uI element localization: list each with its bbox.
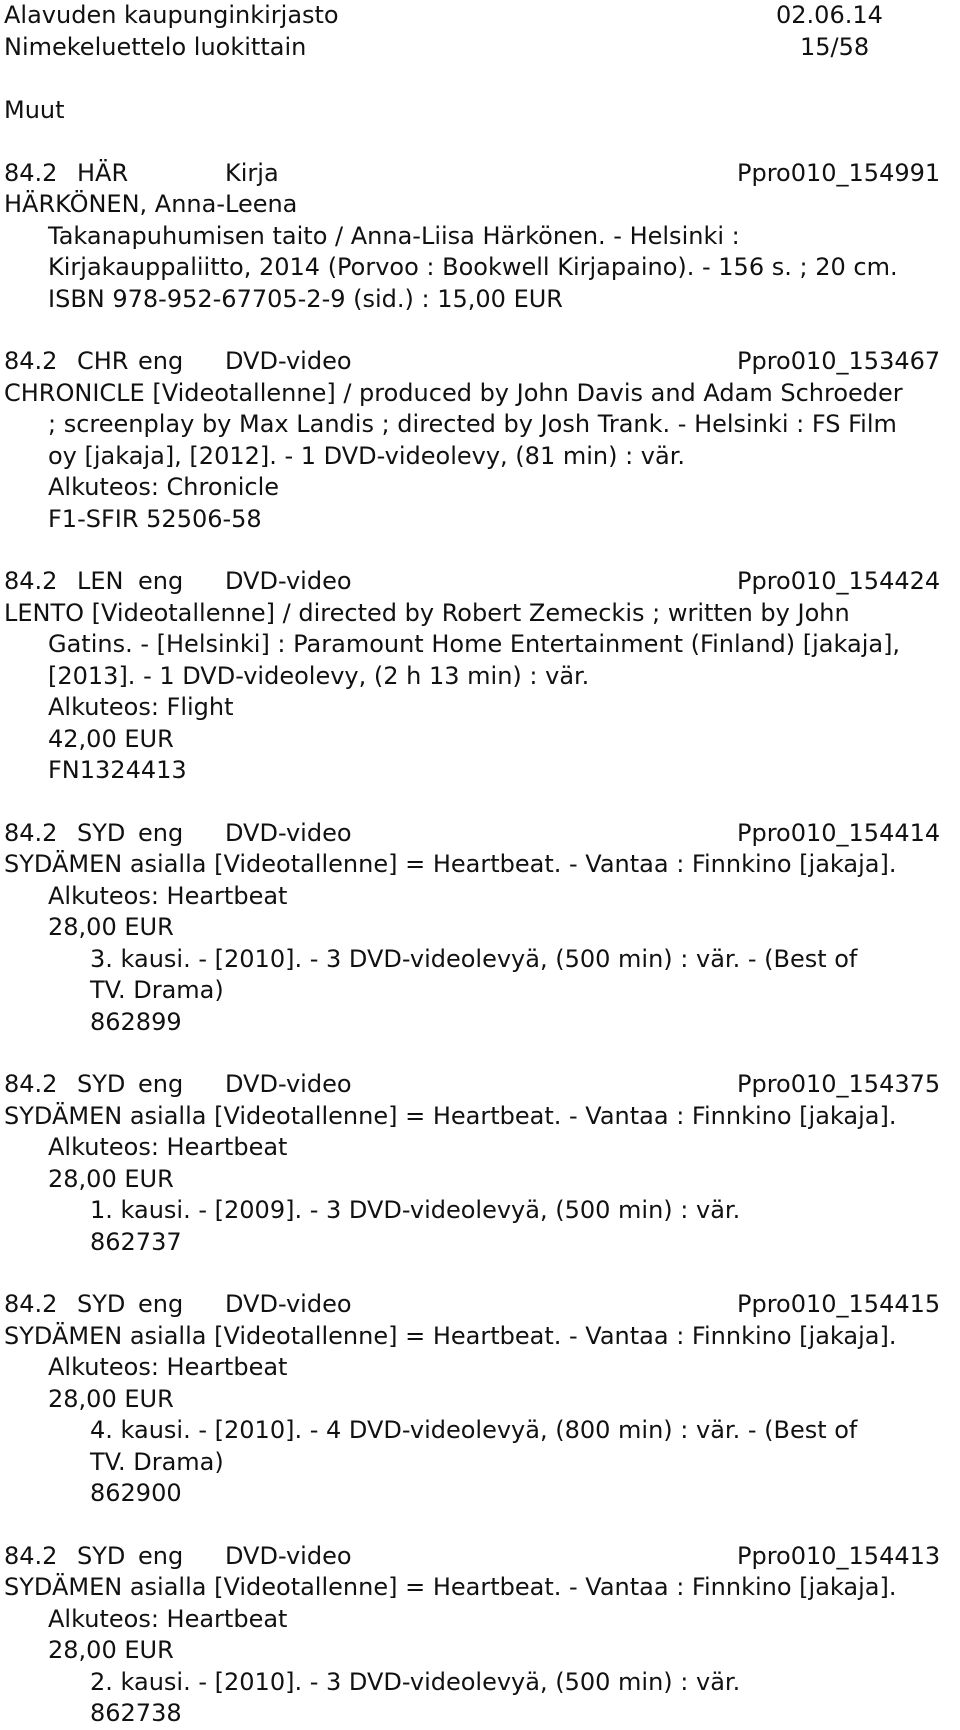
title-line: Gatins. - [Helsinki] : Paramount Home Entertainment (Finland) [jakaja],	[48, 630, 901, 658]
record-id: Ppro010_154991	[737, 158, 941, 187]
page-number: 15/58	[800, 32, 870, 61]
class-number: 84.2	[4, 1541, 58, 1570]
catalog-entry	[4, 1541, 956, 1730]
product-code: 862738	[90, 1699, 182, 1727]
description-line: Kirjakauppaliitto, 2014 (Porvoo : Bookwell Kirjapaino). - 156 s. ; 20 cm.	[48, 253, 898, 281]
detail-line: TV. Drama)	[90, 976, 224, 1004]
price: 28,00 EUR	[48, 1384, 174, 1413]
catalog-page	[4, 0, 956, 1730]
print-date: 02.06.14	[776, 1, 883, 29]
product-code: 862737	[90, 1227, 182, 1256]
class-number: 84.2	[4, 567, 58, 595]
class-number: 84.2	[4, 158, 58, 187]
title-line: SYDÄMEN asialla [Videotallenne] = Heartbeat. - Vantaa : Finnkino [jakaja].	[4, 1101, 897, 1130]
catalog-entry	[4, 158, 956, 316]
title-line: CHRONICLE [Videotallenne] / produced by John Davis and Adam Schroeder	[4, 378, 903, 407]
record-id: Ppro010_154424	[737, 567, 941, 595]
classification-row	[4, 1541, 956, 1573]
author: HÄRKÖNEN, Anna-Leena	[4, 190, 298, 218]
original-title: Alkuteos: Heartbeat	[48, 1353, 288, 1381]
material-type: DVD-video	[225, 567, 352, 595]
product-code: 862900	[90, 1479, 182, 1507]
title-line: oy [jakaja], [2012]. - 1 DVD-videolevy, (81 min) : vär.	[48, 441, 686, 470]
material-type: DVD-video	[225, 1541, 352, 1570]
shelf-code: CHR	[77, 347, 129, 375]
product-code: 862899	[90, 1007, 182, 1036]
catalog-entry	[4, 818, 956, 1039]
material-type: DVD-video	[225, 1070, 352, 1098]
original-title: Alkuteos: Chronicle	[48, 473, 280, 501]
description-line: ISBN 978-952-67705-2-9 (sid.) : 15,00 EUR	[48, 284, 563, 313]
original-title: Alkuteos: Heartbeat	[48, 1604, 288, 1633]
price: 28,00 EUR	[48, 1636, 174, 1664]
language: eng	[138, 1541, 184, 1570]
detail-line: 3. kausi. - [2010]. - 3 DVD-videolevyä, (500 min) : vär. - (Best of	[90, 944, 858, 973]
detail-line: 2. kausi. - [2010]. - 3 DVD-videolevyä, (500 min) : vär.	[90, 1667, 741, 1696]
library-name: Alavuden kaupunginkirjasto	[4, 1, 339, 29]
product-code: F1-SFIR 52506-58	[48, 504, 262, 533]
title-line: SYDÄMEN asialla [Videotallenne] = Heartbeat. - Vantaa : Finnkino [jakaja].	[4, 1321, 897, 1350]
section-title: Muut	[4, 96, 65, 124]
list-title: Nimekeluettelo luokittain	[4, 32, 307, 61]
header-row-2	[4, 32, 956, 64]
original-title: Alkuteos: Flight	[48, 693, 234, 721]
price: 28,00 EUR	[48, 913, 174, 941]
classification-row	[4, 566, 956, 598]
material-type: DVD-video	[225, 347, 352, 375]
language: eng	[138, 347, 184, 375]
shelf-code: SYD	[77, 1541, 126, 1570]
classification-row	[4, 1069, 956, 1101]
product-code: FN1324413	[48, 756, 187, 784]
original-title: Alkuteos: Heartbeat	[48, 881, 288, 910]
language: eng	[138, 1290, 184, 1318]
catalog-entry	[4, 1289, 956, 1510]
classification-row	[4, 346, 956, 378]
detail-line: 1. kausi. - [2009]. - 3 DVD-videolevyä, (500 min) : vär.	[90, 1196, 741, 1224]
language: eng	[138, 567, 184, 595]
header-row-1	[4, 0, 956, 32]
material-type: Kirja	[225, 158, 279, 187]
catalog-entry	[4, 346, 956, 535]
class-number: 84.2	[4, 1290, 58, 1318]
detail-line: TV. Drama)	[90, 1447, 224, 1476]
class-number: 84.2	[4, 818, 58, 847]
classification-row	[4, 818, 956, 850]
language: eng	[138, 1070, 184, 1098]
record-id: Ppro010_154413	[737, 1541, 941, 1570]
classification-row	[4, 1289, 956, 1321]
shelf-code: HÄR	[77, 158, 129, 187]
shelf-code: SYD	[77, 818, 126, 847]
classification-row	[4, 158, 956, 190]
original-title: Alkuteos: Heartbeat	[48, 1133, 288, 1161]
class-number: 84.2	[4, 1070, 58, 1098]
language: eng	[138, 818, 184, 847]
shelf-code: SYD	[77, 1070, 126, 1098]
title-line: SYDÄMEN asialla [Videotallenne] = Heartbeat. - Vantaa : Finnkino [jakaja].	[4, 850, 897, 878]
price: 42,00 EUR	[48, 724, 174, 753]
detail-line: 4. kausi. - [2010]. - 4 DVD-videolevyä, (800 min) : vär. - (Best of	[90, 1416, 858, 1444]
title-line: [2013]. - 1 DVD-videolevy, (2 h 13 min) : vär.	[48, 661, 590, 690]
record-id: Ppro010_154414	[737, 818, 941, 847]
shelf-code: SYD	[77, 1290, 126, 1318]
title-line: ; screenplay by Max Landis ; directed by Josh Trank. - Helsinki : FS Film	[48, 410, 897, 438]
class-number: 84.2	[4, 347, 58, 375]
record-id: Ppro010_154415	[737, 1290, 941, 1318]
record-id: Ppro010_154375	[737, 1070, 941, 1098]
title-line: SYDÄMEN asialla [Videotallenne] = Heartbeat. - Vantaa : Finnkino [jakaja].	[4, 1573, 897, 1601]
material-type: DVD-video	[225, 818, 352, 847]
catalog-entry	[4, 1069, 956, 1258]
description-line: Takanapuhumisen taito / Anna-Liisa Härkönen. - Helsinki :	[48, 221, 740, 250]
record-id: Ppro010_153467	[737, 347, 941, 375]
price: 28,00 EUR	[48, 1164, 174, 1193]
catalog-entry	[4, 566, 956, 787]
material-type: DVD-video	[225, 1290, 352, 1318]
shelf-code: LEN	[77, 567, 124, 595]
title-line: LENTO [Videotallenne] / directed by Robert Zemeckis ; written by John	[4, 598, 850, 627]
